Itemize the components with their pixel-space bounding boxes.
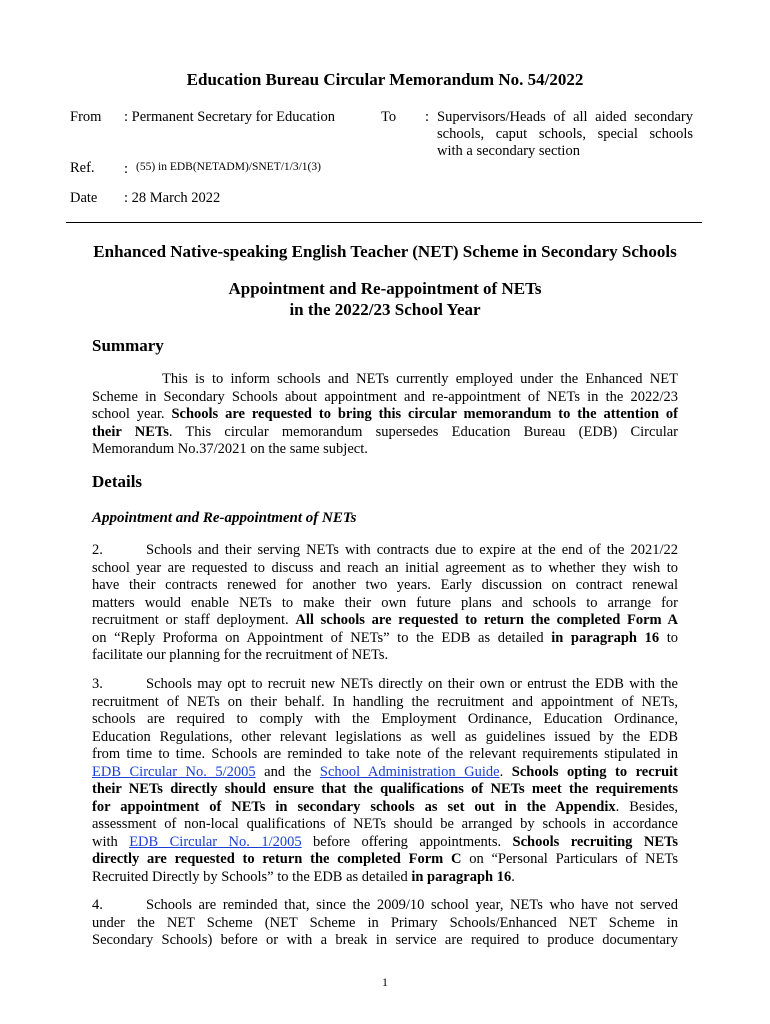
school-administration-guide-link[interactable]: School Administration Guide <box>319 763 500 780</box>
summary-line: This is to inform schools and NETs currently employed under the Enhanced NET <box>162 371 678 387</box>
ref-label: Ref. <box>70 160 95 176</box>
details-heading: Details <box>92 472 143 491</box>
to-colon: : <box>425 109 430 125</box>
paragraph-3: 3. Schools may opt to recruit new NETs directly on their own or entrust the EDB with the recruitment of NETs on their behalf. In handling the recruitment and appointment of NETs, schools are required to comply with the Employment Ordinance, Education Ordinance, Education Regulations, other relevant legislations as well as guidelines issued by the EDB from time to time. Schools are reminded to take note of the relevant requirements stipulated in EDB Circular No. 5/2005 and the School Administration Guide. Schools opting to recruit their NETs directly should ensure that the qualifications of NETs meet the requirements for appointment of NETs in secondary schools as set out in the Appendix. Besides, assessment of non-local qualifications of NETs should be arranged by schools in accordance with EDB Circular No. 1/2005 before offering appointments. Schools recruiting NETs directly are requested to return the completed Form C on “Personal Particulars of NETs Recruited Directly by Schools” to the EDB as detailed in paragraph 16. <box>92 676 679 885</box>
date-label: Date <box>70 190 98 206</box>
appointment-subheading: Appointment and Re-appointment of NETs <box>92 510 357 526</box>
scheme-heading: Enhanced Native-speaking English Teacher (NET) Scheme in Secondary Schools <box>93 242 677 261</box>
to-recipients <box>437 109 693 160</box>
paragraph-4: 4. Schools are reminded that, since the 2009/10 school year, NETs who have not served under the NET Scheme (NET Scheme in Primary Schools/Enhanced NET Scheme in Secondary Schools) before or with a break in service are required to produce documentary <box>92 897 678 948</box>
summary-emphasis: their NETs <box>92 423 169 440</box>
summary-line: Scheme in Secondary Schools about appointment and re-appointment of NETs in the 2022/23 <box>92 388 678 405</box>
header-divider <box>66 222 702 223</box>
paragraph-number: 4. <box>92 897 103 913</box>
from-row <box>70 109 101 126</box>
appointment-heading-line: in the 2022/23 School Year <box>289 300 481 319</box>
paragraph-number: 2. <box>92 542 103 558</box>
summary-emphasis: Schools are requested to bring this circular memorandum to the attention of <box>171 406 678 422</box>
summary-heading: Summary <box>92 336 164 355</box>
to-line: schools, caput schools, special schools <box>437 126 693 142</box>
appointment-heading <box>0 278 770 320</box>
paragraph-number: 3. <box>92 676 103 692</box>
to-line: with a secondary section <box>437 143 580 159</box>
to-line: Supervisors/Heads of all aided secondary <box>437 109 693 125</box>
summary-paragraph: This is to inform schools and NETs currently employed under the Enhanced NET Scheme in Secondary Schools about appointment and re-appointment of NETs in the 2022/23 school year. Schools are requested to bring this circular memorandum to the attention of their NETs. This circular memorandum supersedes Education Bureau (EDB) Circular Memorandum No.37/2021 on the same subject. <box>92 371 678 457</box>
from-value: : Permanent Secretary for Education <box>124 109 335 125</box>
edb-circular-5-2005-link[interactable]: EDB Circular No. 5/2005 <box>92 763 256 780</box>
memo-title: Education Bureau Circular Memorandum No. 54/2022 <box>186 70 584 89</box>
paragraph-2: 2. Schools and their serving NETs with contracts due to expire at the end of the 2021/22 school year are requested to discuss and reach an initial agreement as to whether they wish to have their contracts renewed for another two years. Early discussion on contract renewal matters would enable NETs to make their own future plans and schools to arrange for recruitment or staff deployment. All schools are requested to return the completed Form A on “Reply Proforma on Appointment of NETs” to the EDB as detailed in paragraph 16 to facilitate our planning for the recruitment of NETs. <box>92 542 679 663</box>
edb-circular-1-2005-link[interactable]: EDB Circular No. 1/2005 <box>129 833 302 850</box>
date-value: : 28 March 2022 <box>124 190 221 206</box>
appointment-heading-line: Appointment and Re-appointment of NETs <box>228 279 542 298</box>
ref-value: (55) in EDB(NETADM)/SNET/1/3/1(3) <box>136 161 321 173</box>
to-label: To <box>381 109 397 125</box>
summary-line: Memorandum No.37/2021 on the same subject. <box>92 441 368 457</box>
ref-colon: : <box>124 161 129 177</box>
page-number: 1 <box>382 975 388 989</box>
from-label: From <box>70 109 102 125</box>
